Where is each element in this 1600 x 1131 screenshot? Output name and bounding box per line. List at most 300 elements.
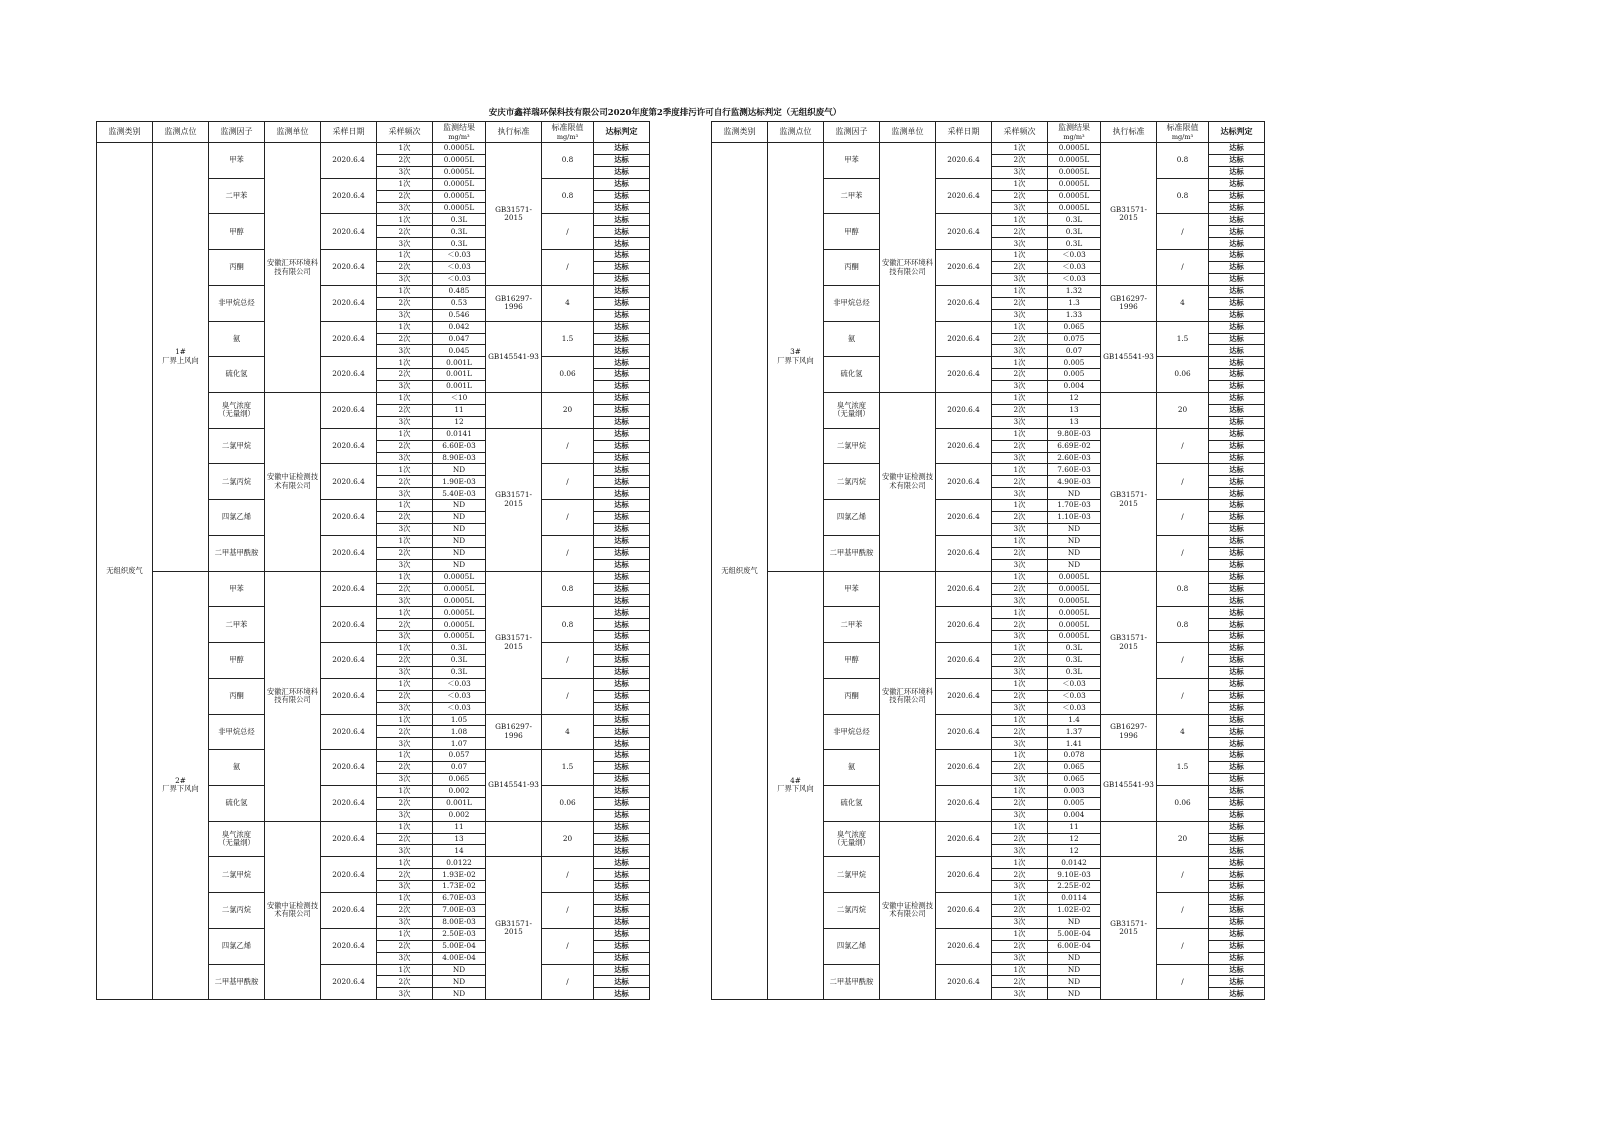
judgement-cell: 达标 — [1209, 666, 1265, 678]
result-value-cell: 11 — [433, 404, 486, 416]
limit-cell: / — [542, 500, 594, 536]
result-value-cell: 0.005 — [1048, 797, 1101, 809]
judgement-cell: 达标 — [594, 916, 650, 928]
standard-cell: GB31571- 2015 — [1101, 143, 1157, 286]
date-cell: 2020.6.4 — [321, 928, 377, 964]
judgement-cell: 达标 — [594, 714, 650, 726]
frequency-cell: 3次 — [992, 702, 1048, 714]
header-result: 监测结果 mg/m³ — [1048, 122, 1101, 143]
judgement-cell: 达标 — [594, 345, 650, 357]
judgement-cell: 达标 — [1209, 714, 1265, 726]
result-value-cell: ＜0.03 — [1048, 262, 1101, 274]
judgement-cell: 达标 — [1209, 404, 1265, 416]
frequency-cell: 1次 — [377, 178, 433, 190]
judgement-cell: 达标 — [594, 643, 650, 655]
judgement-cell: 达标 — [594, 416, 650, 428]
frequency-cell: 1次 — [377, 535, 433, 547]
standard-cell — [486, 821, 542, 857]
frequency-cell: 2次 — [992, 726, 1048, 738]
frequency-cell: 2次 — [377, 976, 433, 988]
frequency-cell: 2次 — [992, 833, 1048, 845]
result-value-cell: 7.60E-03 — [1048, 464, 1101, 476]
standard-cell: GB16297- 1996 — [486, 714, 542, 750]
date-cell: 2020.6.4 — [321, 500, 377, 536]
frequency-cell: 1次 — [992, 607, 1048, 619]
frequency-cell: 2次 — [992, 440, 1048, 452]
judgement-cell: 达标 — [594, 976, 650, 988]
judgement-cell: 达标 — [1209, 262, 1265, 274]
judgement-cell: 达标 — [594, 500, 650, 512]
header-point: 监测点位 — [153, 122, 209, 143]
result-value-cell: ND — [433, 976, 486, 988]
result-value-cell: 0.0005L — [433, 154, 486, 166]
factor-cell: 氨 — [824, 321, 880, 357]
result-value-cell: 0.3L — [433, 654, 486, 666]
judgement-cell: 达标 — [594, 833, 650, 845]
frequency-cell: 2次 — [992, 654, 1048, 666]
judgement-cell: 达标 — [1209, 726, 1265, 738]
date-cell: 2020.6.4 — [936, 428, 992, 464]
unit-cell: 安徽中证检测技术有限公司 — [265, 821, 321, 1000]
frequency-cell: 3次 — [992, 988, 1048, 1000]
result-value-cell: 0.065 — [1048, 321, 1101, 333]
frequency-cell: 1次 — [992, 893, 1048, 905]
limit-cell: 20 — [1157, 821, 1209, 857]
judgement-cell: 达标 — [594, 821, 650, 833]
frequency-cell: 2次 — [377, 262, 433, 274]
frequency-cell: 2次 — [377, 226, 433, 238]
standard-cell: GB31571- 2015 — [1101, 571, 1157, 714]
frequency-cell: 1次 — [992, 928, 1048, 940]
frequency-cell: 2次 — [992, 333, 1048, 345]
judgement-cell: 达标 — [594, 547, 650, 559]
date-cell: 2020.6.4 — [936, 393, 992, 429]
frequency-cell: 1次 — [992, 393, 1048, 405]
unit-cell: 安徽汇环环境科技有限公司 — [880, 143, 936, 393]
result-value-cell: 13 — [1048, 416, 1101, 428]
judgement-cell: 达标 — [1209, 381, 1265, 393]
limit-cell: / — [1157, 964, 1209, 1000]
result-value-cell: ＜0.03 — [1048, 690, 1101, 702]
judgement-cell: 达标 — [1209, 345, 1265, 357]
frequency-cell: 3次 — [377, 809, 433, 821]
factor-cell: 臭气浓度 （无量纲） — [209, 393, 265, 429]
judgement-cell: 达标 — [1209, 166, 1265, 178]
frequency-cell: 3次 — [377, 345, 433, 357]
limit-cell: / — [1157, 500, 1209, 536]
date-cell: 2020.6.4 — [321, 678, 377, 714]
judgement-cell: 达标 — [1209, 440, 1265, 452]
standard-cell — [486, 393, 542, 429]
frequency-cell: 1次 — [377, 214, 433, 226]
point-cell: 4# 厂界下风向 — [768, 571, 824, 1000]
date-cell: 2020.6.4 — [936, 750, 992, 786]
frequency-cell: 2次 — [377, 333, 433, 345]
judgement-cell: 达标 — [1209, 297, 1265, 309]
result-value-cell: 4.00E-04 — [433, 952, 486, 964]
judgement-cell: 达标 — [594, 226, 650, 238]
judgement-cell: 达标 — [594, 845, 650, 857]
limit-cell: 0.8 — [542, 143, 594, 179]
result-value-cell: 0.0005L — [1048, 143, 1101, 155]
factor-cell: 甲醇 — [824, 214, 880, 250]
factor-cell: 二氯甲烷 — [209, 857, 265, 893]
judgement-cell: 达标 — [594, 285, 650, 297]
judgement-cell: 达标 — [594, 202, 650, 214]
limit-cell: / — [1157, 928, 1209, 964]
frequency-cell: 3次 — [377, 666, 433, 678]
unit-label: mg/m³ — [448, 132, 470, 141]
result-value-cell: 6.69E-02 — [1048, 440, 1101, 452]
judgement-cell: 达标 — [594, 166, 650, 178]
factor-cell: 臭气浓度 （无量纲） — [209, 821, 265, 857]
frequency-cell: 3次 — [377, 881, 433, 893]
result-value-cell: 0.065 — [1048, 774, 1101, 786]
unit-cell: 安徽汇环环境科技有限公司 — [880, 571, 936, 821]
factor-cell: 二甲基甲酰胺 — [824, 535, 880, 571]
frequency-cell: 2次 — [377, 690, 433, 702]
date-cell: 2020.6.4 — [321, 607, 377, 643]
result-value-cell: 0.065 — [1048, 762, 1101, 774]
frequency-cell: 1次 — [992, 357, 1048, 369]
factor-cell: 二氯丙烷 — [209, 464, 265, 500]
judgement-cell: 达标 — [594, 214, 650, 226]
judgement-cell: 达标 — [1209, 809, 1265, 821]
frequency-cell: 1次 — [992, 821, 1048, 833]
result-value-cell: 0.0005L — [433, 583, 486, 595]
factor-cell: 硫化氢 — [209, 785, 265, 821]
factor-cell: 氨 — [209, 321, 265, 357]
judgement-cell: 达标 — [1209, 202, 1265, 214]
judgement-cell: 达标 — [1209, 607, 1265, 619]
result-value-cell: ND — [1048, 916, 1101, 928]
result-value-cell: 0.078 — [1048, 750, 1101, 762]
frequency-cell: 1次 — [377, 571, 433, 583]
factor-cell: 四氯乙烯 — [824, 928, 880, 964]
judgement-cell: 达标 — [594, 393, 650, 405]
frequency-cell: 3次 — [377, 988, 433, 1000]
table-row — [712, 571, 1265, 583]
factor-cell: 二甲基甲酰胺 — [209, 535, 265, 571]
judgement-cell: 达标 — [594, 273, 650, 285]
result-value-cell: 0.004 — [1048, 381, 1101, 393]
judgement-cell: 达标 — [1209, 643, 1265, 655]
frequency-cell: 2次 — [377, 190, 433, 202]
result-value-cell: ND — [1048, 964, 1101, 976]
page-title: 安庆市鑫祥瑞环保科技有限公司2020年度第2季度排污许可自行监测达标判定（无组织废气） — [488, 108, 842, 118]
date-cell: 2020.6.4 — [321, 535, 377, 571]
result-value-cell: 0.004 — [1048, 809, 1101, 821]
result-value-cell: 4.90E-03 — [1048, 476, 1101, 488]
header-frequency: 采样频次 — [377, 122, 433, 143]
result-value-cell: 9.10E-03 — [1048, 869, 1101, 881]
result-value-cell: ND — [1048, 547, 1101, 559]
frequency-cell: 1次 — [377, 750, 433, 762]
judgement-cell: 达标 — [594, 678, 650, 690]
result-value-cell: ND — [433, 524, 486, 536]
frequency-cell: 2次 — [992, 547, 1048, 559]
judgement-cell: 达标 — [1209, 678, 1265, 690]
result-value-cell: 0.0005L — [1048, 631, 1101, 643]
judgement-cell: 达标 — [1209, 845, 1265, 857]
result-value-cell: 1.33 — [1048, 309, 1101, 321]
frequency-cell: 3次 — [992, 559, 1048, 571]
result-value-cell: 0.065 — [433, 774, 486, 786]
result-value-cell: ND — [1048, 559, 1101, 571]
factor-cell: 二甲苯 — [209, 178, 265, 214]
frequency-cell: 3次 — [377, 702, 433, 714]
judgement-cell: 达标 — [594, 321, 650, 333]
result-value-cell: 1.90E-03 — [433, 476, 486, 488]
date-cell: 2020.6.4 — [936, 893, 992, 929]
judgement-cell: 达标 — [594, 262, 650, 274]
date-cell: 2020.6.4 — [321, 571, 377, 607]
judgement-cell: 达标 — [594, 726, 650, 738]
frequency-cell: 2次 — [992, 690, 1048, 702]
factor-cell: 硫化氢 — [824, 785, 880, 821]
frequency-cell: 3次 — [992, 809, 1048, 821]
judgement-cell: 达标 — [594, 452, 650, 464]
judgement-cell: 达标 — [1209, 238, 1265, 250]
date-cell: 2020.6.4 — [936, 535, 992, 571]
result-value-cell: ND — [1048, 488, 1101, 500]
judgement-cell: 达标 — [1209, 476, 1265, 488]
factor-cell: 甲苯 — [824, 571, 880, 607]
result-value-cell: 5.40E-03 — [433, 488, 486, 500]
standard-cell — [1101, 821, 1157, 857]
result-value-cell: ND — [433, 500, 486, 512]
header-result: 监测结果 mg/m³ — [433, 122, 486, 143]
judgement-cell: 达标 — [1209, 964, 1265, 976]
frequency-cell: 2次 — [992, 154, 1048, 166]
header-standard: 执行标准 — [1101, 122, 1157, 143]
result-value-cell: ＜0.03 — [433, 262, 486, 274]
judgement-cell: 达标 — [1209, 869, 1265, 881]
date-cell: 2020.6.4 — [321, 214, 377, 250]
date-cell: 2020.6.4 — [936, 571, 992, 607]
header-date: 采样日期 — [936, 122, 992, 143]
judgement-cell: 达标 — [594, 476, 650, 488]
judgement-cell: 达标 — [594, 607, 650, 619]
unit-label: mg/m³ — [556, 132, 579, 141]
date-cell: 2020.6.4 — [321, 357, 377, 393]
result-value-cell: 0.002 — [433, 809, 486, 821]
frequency-cell: 2次 — [377, 547, 433, 559]
result-value-cell: 0.005 — [1048, 357, 1101, 369]
frequency-cell: 3次 — [377, 202, 433, 214]
frequency-cell: 2次 — [992, 262, 1048, 274]
judgement-cell: 达标 — [594, 571, 650, 583]
result-value-cell: 6.70E-03 — [433, 893, 486, 905]
judgement-cell: 达标 — [1209, 988, 1265, 1000]
factor-cell: 非甲烷总烃 — [824, 285, 880, 321]
judgement-cell: 达标 — [594, 524, 650, 536]
judgement-cell: 达标 — [1209, 690, 1265, 702]
result-value-cell: 0.005 — [1048, 369, 1101, 381]
frequency-cell: 1次 — [992, 285, 1048, 297]
result-value-cell: 9.80E-03 — [1048, 428, 1101, 440]
frequency-cell: 1次 — [377, 357, 433, 369]
result-value-cell: 13 — [1048, 404, 1101, 416]
date-cell: 2020.6.4 — [321, 785, 377, 821]
limit-cell: 4 — [542, 714, 594, 750]
unit-cell: 安徽汇环环境科技有限公司 — [265, 143, 321, 393]
judgement-cell: 达标 — [1209, 952, 1265, 964]
unit-label: mg/m³ — [1063, 132, 1085, 141]
judgement-cell: 达标 — [594, 893, 650, 905]
frequency-cell: 2次 — [377, 619, 433, 631]
judgement-cell: 达标 — [1209, 333, 1265, 345]
limit-cell: 4 — [542, 285, 594, 321]
result-value-cell: 5.00E-04 — [433, 940, 486, 952]
frequency-cell: 2次 — [377, 297, 433, 309]
result-value-cell: 7.00E-03 — [433, 905, 486, 917]
frequency-cell: 3次 — [377, 488, 433, 500]
result-value-cell: 0.0005L — [1048, 607, 1101, 619]
result-value-cell: ND — [1048, 535, 1101, 547]
frequency-cell: 3次 — [377, 166, 433, 178]
judgement-cell: 达标 — [594, 333, 650, 345]
result-value-cell: 0.0005L — [1048, 571, 1101, 583]
header-date: 采样日期 — [321, 122, 377, 143]
date-cell: 2020.6.4 — [936, 143, 992, 179]
factor-cell: 氨 — [209, 750, 265, 786]
judgement-cell: 达标 — [1209, 226, 1265, 238]
judgement-cell: 达标 — [1209, 547, 1265, 559]
judgement-cell: 达标 — [1209, 619, 1265, 631]
date-cell: 2020.6.4 — [321, 821, 377, 857]
limit-cell: 0.8 — [542, 178, 594, 214]
date-cell: 2020.6.4 — [936, 357, 992, 393]
judgement-cell: 达标 — [594, 297, 650, 309]
judgement-cell: 达标 — [1209, 797, 1265, 809]
frequency-cell: 1次 — [377, 893, 433, 905]
result-value-cell: 0.3L — [433, 226, 486, 238]
frequency-cell: 1次 — [992, 464, 1048, 476]
result-value-cell: 0.0005L — [433, 166, 486, 178]
judgement-cell: 达标 — [594, 738, 650, 750]
standard-cell: GB145541-93 — [1101, 321, 1157, 392]
frequency-cell: 3次 — [992, 881, 1048, 893]
result-value-cell: 0.057 — [433, 750, 486, 762]
standard-cell: GB31571- 2015 — [1101, 857, 1157, 1000]
judgement-cell: 达标 — [594, 440, 650, 452]
judgement-cell: 达标 — [1209, 928, 1265, 940]
judgement-cell: 达标 — [594, 988, 650, 1000]
limit-cell: / — [542, 535, 594, 571]
result-value-cell: 0.075 — [1048, 333, 1101, 345]
result-value-cell: ND — [1048, 988, 1101, 1000]
judgement-cell: 达标 — [594, 654, 650, 666]
frequency-cell: 2次 — [992, 476, 1048, 488]
frequency-cell: 1次 — [377, 643, 433, 655]
result-value-cell: 5.00E-04 — [1048, 928, 1101, 940]
date-cell: 2020.6.4 — [321, 143, 377, 179]
judgement-cell: 达标 — [594, 785, 650, 797]
date-cell: 2020.6.4 — [321, 178, 377, 214]
table-row — [97, 143, 650, 155]
result-value-cell: 0.0005L — [1048, 595, 1101, 607]
frequency-cell: 1次 — [377, 857, 433, 869]
limit-cell: / — [1157, 643, 1209, 679]
judgement-cell: 达标 — [594, 357, 650, 369]
result-value-cell: 1.08 — [433, 726, 486, 738]
monitoring-table-right — [711, 121, 1265, 1000]
date-cell: 2020.6.4 — [321, 893, 377, 929]
factor-cell: 二甲基甲酰胺 — [824, 964, 880, 1000]
result-value-cell: 12 — [1048, 845, 1101, 857]
judgement-cell: 达标 — [594, 809, 650, 821]
date-cell: 2020.6.4 — [321, 857, 377, 893]
frequency-cell: 1次 — [992, 428, 1048, 440]
result-value-cell: 0.001L — [433, 357, 486, 369]
judgement-cell: 达标 — [594, 143, 650, 155]
factor-cell: 硫化氢 — [209, 357, 265, 393]
factor-cell: 二氯甲烷 — [824, 857, 880, 893]
judgement-cell: 达标 — [594, 404, 650, 416]
result-value-cell: 0.485 — [433, 285, 486, 297]
date-cell: 2020.6.4 — [936, 857, 992, 893]
factor-cell: 二氯丙烷 — [824, 893, 880, 929]
standard-cell: GB31571- 2015 — [486, 143, 542, 286]
limit-cell: / — [542, 928, 594, 964]
date-cell: 2020.6.4 — [936, 250, 992, 286]
judgement-cell: 达标 — [594, 428, 650, 440]
result-value-cell: ＜0.03 — [1048, 250, 1101, 262]
frequency-cell: 1次 — [377, 428, 433, 440]
judgement-cell: 达标 — [1209, 893, 1265, 905]
judgement-cell: 达标 — [1209, 369, 1265, 381]
judgement-cell: 达标 — [594, 881, 650, 893]
header-limit: 标准限值 mg/m³ — [542, 122, 594, 143]
limit-cell: / — [1157, 535, 1209, 571]
frequency-cell: 2次 — [992, 512, 1048, 524]
frequency-cell: 1次 — [377, 285, 433, 297]
judgement-cell: 达标 — [1209, 631, 1265, 643]
frequency-cell: 2次 — [377, 833, 433, 845]
factor-cell: 丙酮 — [824, 678, 880, 714]
judgement-cell: 达标 — [594, 869, 650, 881]
result-value-cell: ND — [433, 988, 486, 1000]
frequency-cell: 1次 — [992, 857, 1048, 869]
date-cell: 2020.6.4 — [936, 607, 992, 643]
date-cell: 2020.6.4 — [936, 178, 992, 214]
result-value-cell: 1.3 — [1048, 297, 1101, 309]
judgement-cell: 达标 — [1209, 488, 1265, 500]
judgement-cell: 达标 — [594, 309, 650, 321]
frequency-cell: 2次 — [377, 154, 433, 166]
result-value-cell: 12 — [433, 416, 486, 428]
result-value-cell: ＜0.03 — [433, 678, 486, 690]
limit-cell: 4 — [1157, 714, 1209, 750]
limit-cell: 20 — [542, 393, 594, 429]
limit-cell: 1.5 — [542, 750, 594, 786]
result-value-cell: 8.90E-03 — [433, 452, 486, 464]
result-value-cell: 6.00E-04 — [1048, 940, 1101, 952]
judgement-cell: 达标 — [1209, 190, 1265, 202]
frequency-cell: 1次 — [377, 928, 433, 940]
judgement-cell: 达标 — [594, 190, 650, 202]
result-value-cell: ＜0.03 — [433, 250, 486, 262]
frequency-cell: 2次 — [992, 226, 1048, 238]
judgement-cell: 达标 — [1209, 571, 1265, 583]
frequency-cell: 3次 — [992, 381, 1048, 393]
frequency-cell: 3次 — [992, 774, 1048, 786]
frequency-cell: 3次 — [992, 452, 1048, 464]
result-value-cell: 0.0005L — [433, 595, 486, 607]
date-cell: 2020.6.4 — [936, 643, 992, 679]
judgement-cell: 达标 — [1209, 916, 1265, 928]
